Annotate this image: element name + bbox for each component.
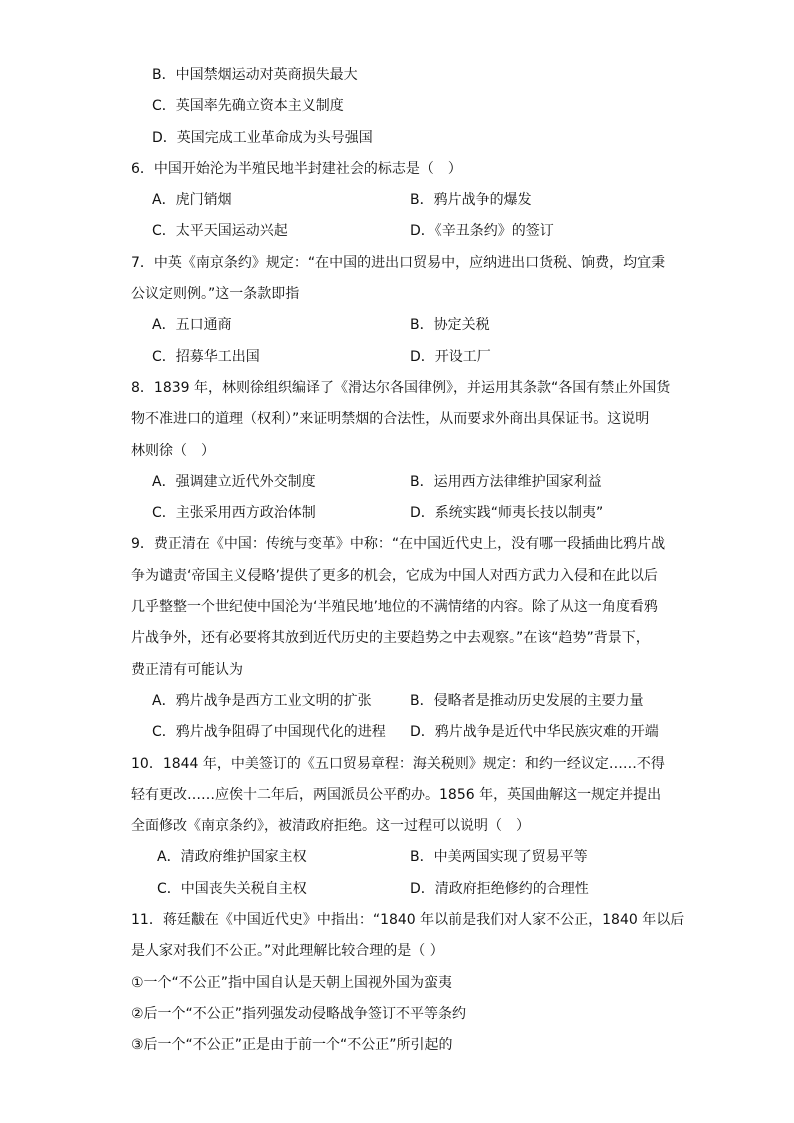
q10-stem-line-2: 轻有更改……应俟十二年后，两国派员公平酌办。1856 年，英国曲解这一规定并提出 [131, 786, 662, 803]
q10-option-d: D．清政府拒绝修约的合理性 [410, 880, 589, 897]
q11-statement-1: ①一个“不公正”指中国自认是天朝上国视外国为蛮夷 [131, 974, 453, 991]
q10-options-row-1 [0, 842, 794, 873]
q10-option-c: C．中国丧失关税自主权 [157, 880, 307, 897]
q10-stem-line-3: 全面修改《南京条约》，被清政府拒绝。这一过程可以说明（ ） [131, 818, 530, 835]
q7-stem-line-1: 7．中英《南京条约》规定：“在中国的进出口贸易中，应纳进出口货税、饷费，均宜秉 [131, 254, 666, 271]
q8-option-b: B．运用西方法律维护国家利益 [410, 473, 602, 490]
q11-statement-3: ③后一个“不公正”正是由于前一个“不公正”所引起的 [131, 1037, 453, 1054]
q11-statement-2: ②后一个“不公正”指列强发动侵略战争签订不平等条约 [131, 1005, 467, 1022]
q9-stem-line-4: 片战争外，还有必要将其放到近代历史的主要趋势之中去观察。”在该“趋势”背景下， [131, 630, 650, 647]
q9-option-c: C．鸦片战争阻碍了中国现代化的进程 [152, 724, 386, 741]
q9-stem-line-1: 9．费正清在《中国：传统与变革》中称：“在中国近代史上，没有哪一段插曲比鸦片战 [131, 536, 666, 553]
q7-options-row-1 [0, 310, 794, 341]
q9-stem-line-3: 几乎整整一个世纪使中国沦为‘半殖民地’地位的不满情绪的内容。除了从这一角度看鸦 [131, 599, 658, 616]
q7-option-d: D．开设工厂 [410, 348, 491, 365]
q6-option-a: A．虎门销烟 [152, 192, 232, 209]
q7-options-row-2 [0, 342, 794, 373]
q6-option-d: D．《辛丑条约》的签订 [410, 223, 554, 240]
q10-option-b: B．中美两国实现了贸易平等 [410, 849, 588, 866]
q6-option-c: C．太平天国运动兴起 [152, 223, 288, 240]
q9-option-b: B．侵略者是推动历史发展的主要力量 [410, 692, 644, 709]
q8-stem-line-2: 物不准进口的道理（权利）”来证明禁烟的合法性，从而要求外商出具保证书。这说明 [131, 411, 650, 428]
q5-option-d: D．英国完成工业革命成为头号强国 [152, 129, 373, 146]
q5-option-b: B．中国禁烟运动对英商损失最大 [152, 67, 358, 83]
q8-options-row-1 [0, 467, 794, 498]
q9-options-row-2 [0, 717, 794, 748]
q11-stem-line-2: 是人家对我们不公正。”对此理解比较合理的是（ ） [131, 943, 444, 960]
q8-option-c: C．主张采用西方政治体制 [152, 505, 316, 522]
q9-stem-line-5: 费正清有可能认为 [131, 661, 243, 678]
q11-stem-line-1: 11．蒋廷黻在《中国近代史》中指出：“1840 年以前是我们对人家不公正，1840 年以后 [131, 912, 685, 929]
q6-stem: 6．中国开始沦为半殖民地半封建社会的标志是（ ） [131, 160, 462, 177]
q10-options-row-2 [0, 874, 794, 905]
q8-stem-line-3: 林则徐（ ） [131, 442, 215, 459]
q7-option-a: A．五口通商 [152, 317, 232, 334]
q10-option-a: A．清政府维护国家主权 [157, 849, 307, 866]
q9-option-a: A．鸦片战争是西方工业文明的扩张 [152, 692, 372, 709]
q5-option-c: C．英国率先确立资本主义制度 [152, 98, 344, 115]
q8-option-d: D．系统实践“师夷长技以制夷” [410, 505, 604, 522]
q7-option-c: C．招募华工出国 [152, 348, 260, 365]
q6-options-row-2 [0, 216, 794, 247]
q6-options-row-1 [0, 185, 794, 216]
q9-stem-line-2: 争为谴责‘帝国主义侵略’提供了更多的机会，它成为中国人对西方武力入侵和在此以后 [131, 567, 658, 584]
q8-options-row-2 [0, 498, 794, 529]
q9-option-d: D．鸦片战争是近代中华民族灾难的开端 [410, 724, 659, 741]
q8-stem-line-1: 8．1839 年，林则徐组织编译了《滑达尔各国律例》，并运用其条款“各国有禁止外国货 [131, 379, 671, 396]
q6-option-b: B．鸦片战争的爆发 [410, 192, 532, 209]
q9-options-row-1 [0, 686, 794, 717]
q7-option-b: B．协定关税 [410, 317, 490, 334]
q7-stem-line-2: 公议定则例。”这一条款即指 [131, 286, 300, 303]
q10-stem-line-1: 10．1844 年，中美签订的《五口贸易章程：海关税则》规定：和约一经议定……不得 [131, 755, 665, 772]
q8-option-a: A．强调建立近代外交制度 [152, 473, 316, 490]
